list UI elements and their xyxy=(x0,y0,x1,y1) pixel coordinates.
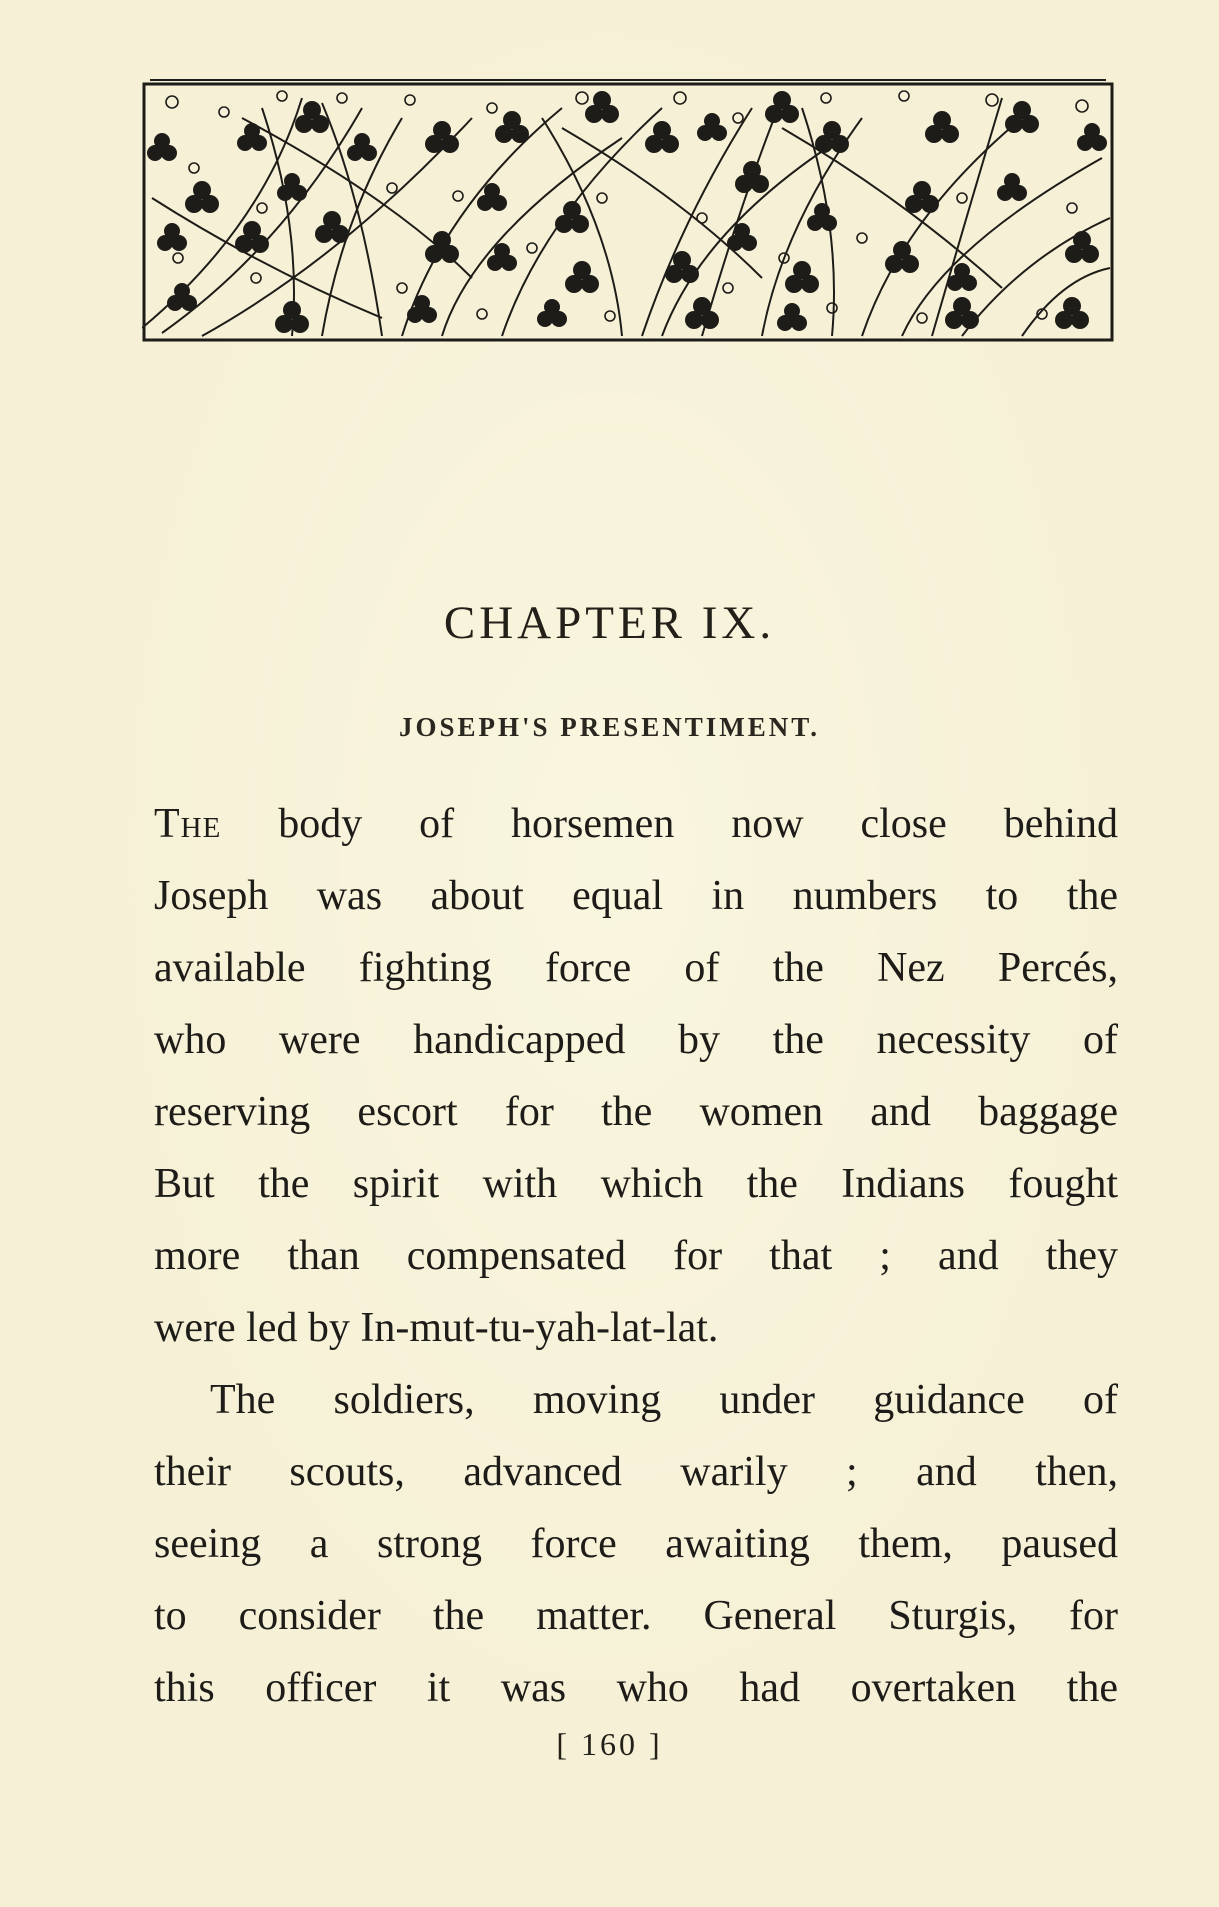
paragraph-2 xyxy=(154,1364,1118,1724)
chapter-head-ornament xyxy=(142,78,1114,344)
clover-vine-ornament-icon xyxy=(142,78,1114,344)
text-line: their scouts, advanced warily ; and then, xyxy=(154,1449,1118,1495)
text-line: who were handicapped by the necessity of xyxy=(154,1017,1118,1063)
text-line: available fighting force of the Nez Percés, xyxy=(154,945,1118,991)
text-line: reserving escort for the women and baggage xyxy=(154,1089,1118,1135)
text-line xyxy=(154,788,1118,860)
line-text: body of horsemen now close behind xyxy=(278,801,1118,847)
page-number: [ 160 ] xyxy=(556,1726,663,1762)
text-line: were led by In-mut-tu-yah-lat-lat. xyxy=(154,1305,719,1351)
text-line: Joseph was about equal in numbers to the xyxy=(154,873,1118,919)
chapter-title: CHAPTER IX. xyxy=(443,597,776,649)
lead-word: The xyxy=(154,801,222,847)
text-line: to consider the matter. General Sturgis, for xyxy=(154,1593,1118,1639)
text-line: But the spirit with which the Indians fought xyxy=(154,1161,1118,1207)
text-line: seeing a strong force awaiting them, paused xyxy=(154,1521,1118,1567)
text-line: more than compensated for that ; and they xyxy=(154,1233,1118,1279)
text-line: The soldiers, moving under guidance of xyxy=(210,1377,1118,1423)
chapter-subtitle: JOSEPH'S PRESENTIMENT. xyxy=(398,712,821,742)
paragraph-1 xyxy=(154,788,1118,1364)
text-line: this officer it was who had overtaken the xyxy=(154,1665,1118,1711)
